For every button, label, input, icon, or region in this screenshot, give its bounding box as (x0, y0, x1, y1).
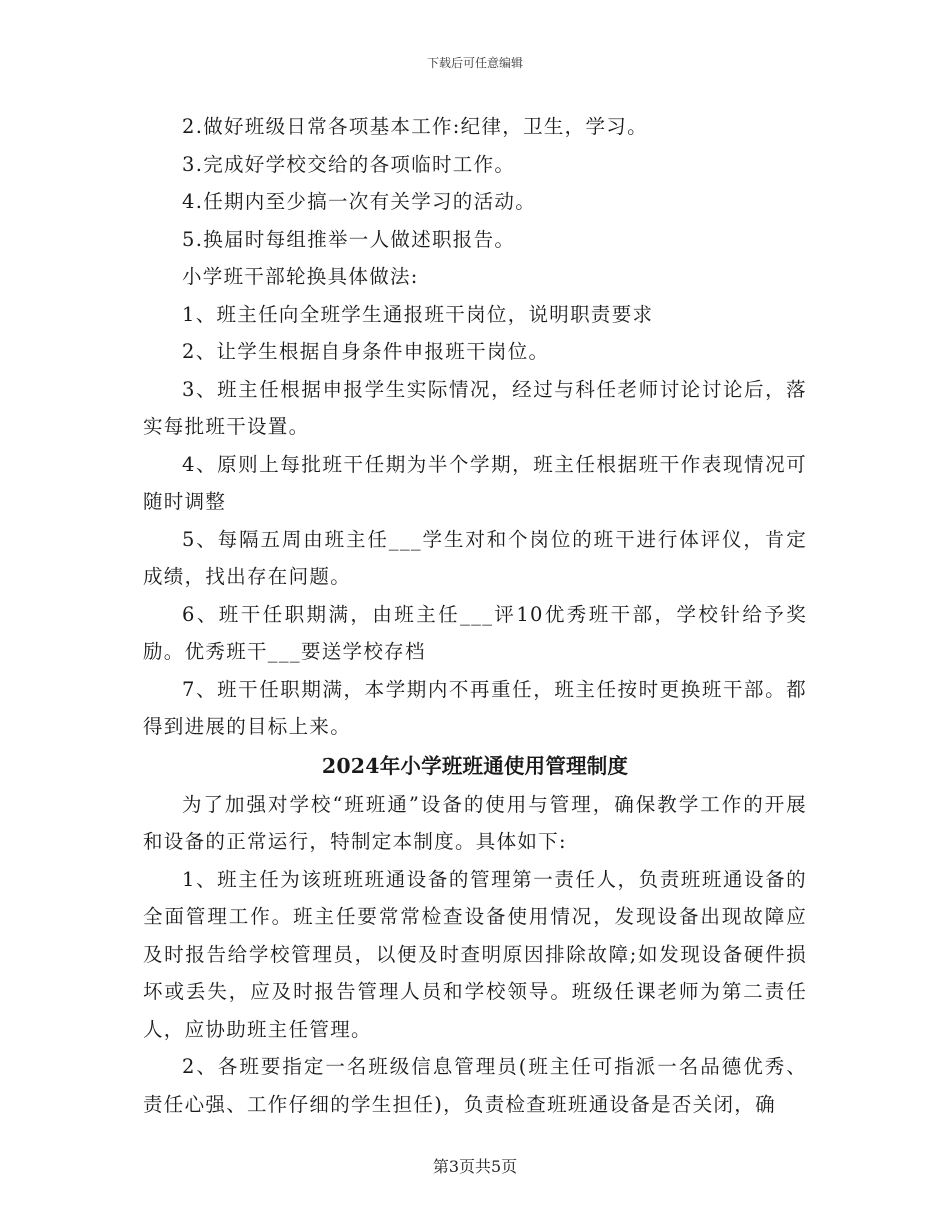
paragraph: 2、让学生根据自身条件申报班干岗位。 (182, 340, 550, 363)
paragraph: 4、原则上每批班干任期为半个学期，班主任根据班干作表现情况可随时调整 (143, 452, 807, 513)
paragraph: 1、班主任向全班学生通报班干岗位，说明职责要求 (182, 302, 654, 326)
paragraph: 小学班干部轮换具体做法: (182, 265, 419, 288)
paragraph: 7、班干任职期满，本学期内不再重任，班主任按时更换班干部。都得到进展的目标上来。 (143, 677, 807, 738)
paragraph: 为了加强对学校“班班通”设备的使用与管理，确保教学工作的开展和设备的正常运行，特制定本制度。具体如下: (143, 792, 807, 853)
paragraph: 4.任期内至少搞一次有关学习的活动。 (182, 190, 537, 213)
paragraph: 2、各班要指定一名班级信息管理员(班主任可指派一名品德优秀、责任心强、工作仔细的学生担任)，负责检查班班通设备是否关闭，确 (143, 1055, 807, 1116)
page-number: 第3页共5页 (432, 1157, 518, 1176)
paragraph: 1、班主任为该班班班通设备的管理第一责任人，负责班班通设备的全面管理工作。班主任要常常检查设备使用情况，发现设备出现故障应及时报告给学校管理员，以便及时查明原因排除故障;如发现设备硬件损坏或丢失，应及时报告管理人员和学校领导。班级任课老师为第二责任人，应协助班主任管理。 (143, 867, 807, 1041)
paragraph: 6、班干任职期满，由班主任___评10优秀班干部，学校针给予奖励。优秀班干___要送学校存档 (143, 602, 807, 663)
paragraph: 5.换届时每组推举一人做述职报告。 (182, 227, 516, 251)
section-title: 2024年小学班班通使用管理制度 (321, 753, 629, 778)
header-note: 下载后可任意编辑 (426, 56, 523, 70)
document-body (143, 108, 807, 1123)
paragraph: 5、每隔五周由班主任___学生对和个岗位的班干进行体评仪，肯定成绩，找出存在问题。 (143, 527, 807, 588)
paragraph: 2.做好班级日常各项基本工作:纪律，卫生，学习。 (182, 115, 648, 138)
paragraph: 3、班主任根据申报学生实际情况，经过与科任老师讨论讨论后，落实每批班干设置。 (143, 377, 807, 438)
paragraph: 3.完成好学校交给的各项临时工作。 (182, 152, 516, 176)
